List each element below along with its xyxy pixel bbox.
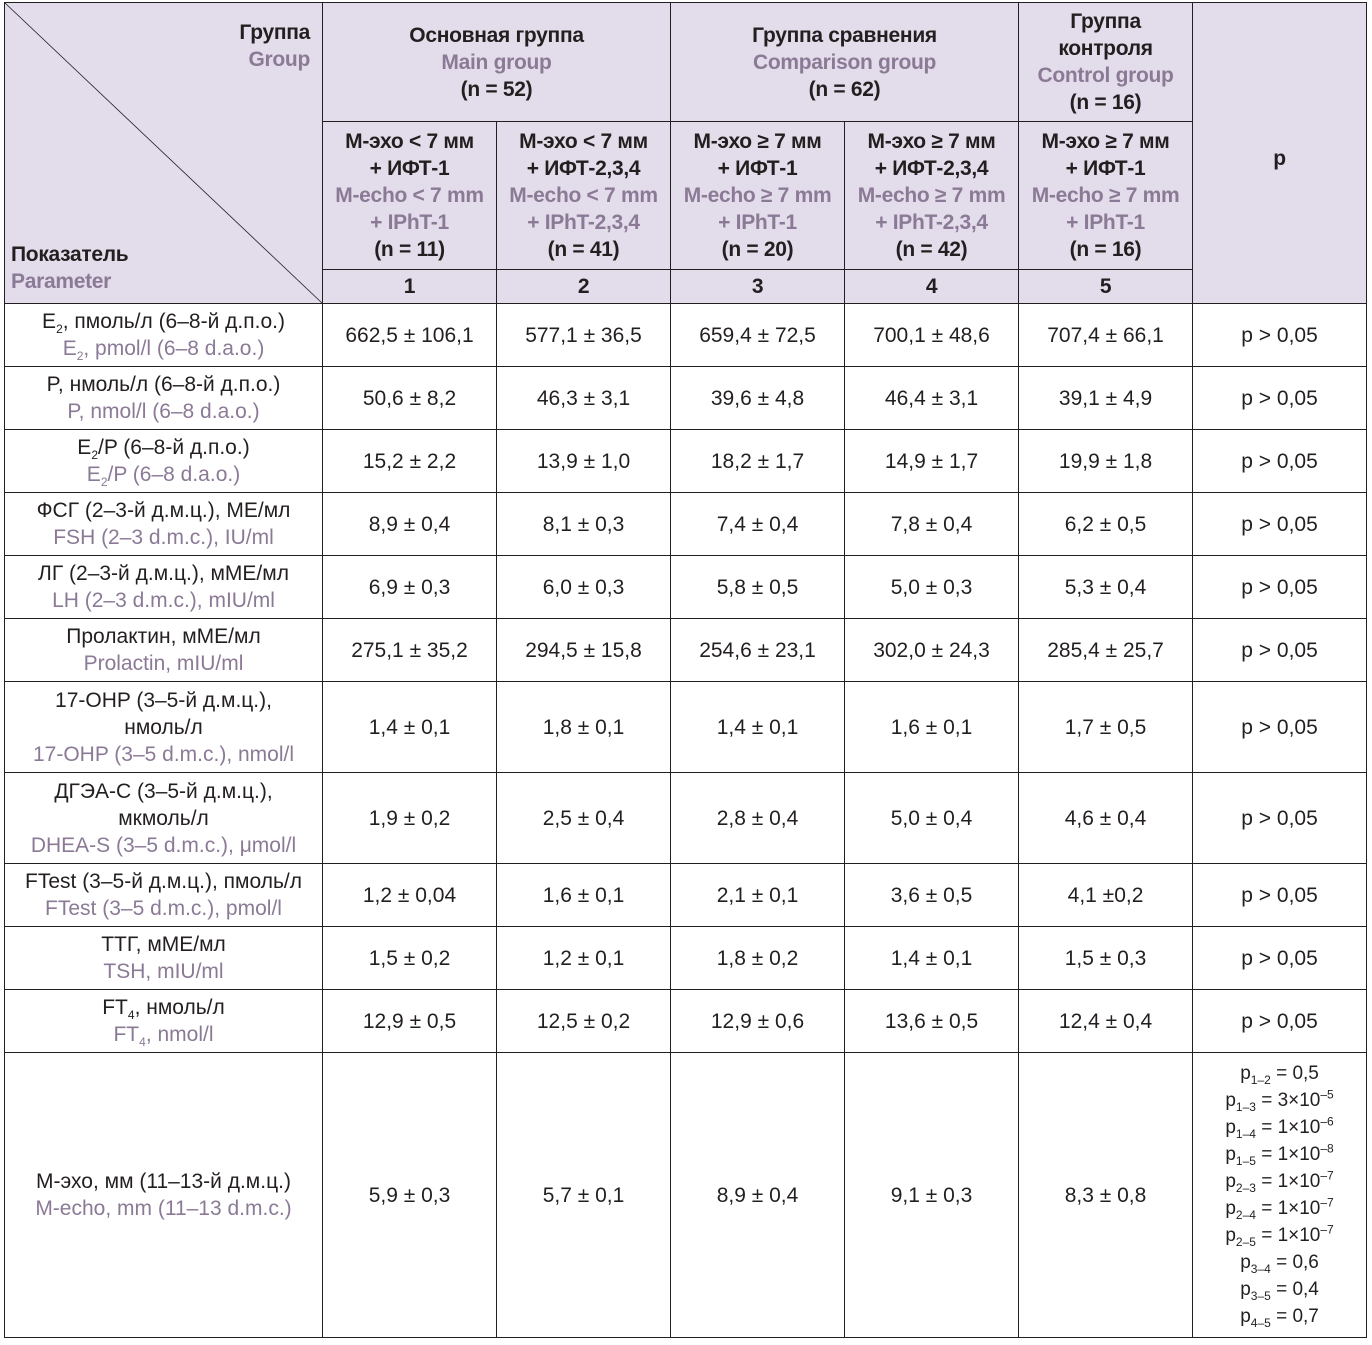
parameter-en-base: E xyxy=(62,337,77,360)
table-row xyxy=(5,430,1367,493)
subgroup-en2: + IPhT-2,3,4 xyxy=(527,211,640,234)
value-cell-2: 577,1 ± 36,5 xyxy=(497,304,671,367)
comparison-group-header xyxy=(671,3,1019,122)
p-cell: p > 0,05 xyxy=(1193,367,1367,430)
p-item-sub: 2–4 xyxy=(1235,1207,1256,1222)
value-cell-2: 46,3 ± 3,1 xyxy=(497,367,671,430)
column-number-3: 3 xyxy=(671,270,845,304)
value-cell-3: 1,4 ± 0,1 xyxy=(671,682,845,773)
value-cell-4: 5,0 ± 0,4 xyxy=(845,773,1019,864)
parameter-en-rest: , nmol/l xyxy=(145,1023,214,1046)
parameter-ru-sub: 2 xyxy=(91,448,98,463)
subgroup-ru1: М-эхо ≥ 7 мм xyxy=(1041,130,1170,153)
control-group-ru2: контроля xyxy=(1058,37,1153,60)
value-cell-3: 1,8 ± 0,2 xyxy=(671,927,845,990)
value-cell-4: 3,6 ± 0,5 xyxy=(845,864,1019,927)
table-row xyxy=(5,493,1367,556)
value-cell-1: 1,9 ± 0,2 xyxy=(323,773,497,864)
value-cell-4: 7,8 ± 0,4 xyxy=(845,493,1019,556)
parameter-ru: ДГЭА-С (3–5-й д.м.ц.), xyxy=(54,779,273,803)
parameter-cell xyxy=(5,556,323,619)
p-item-sub: 4–5 xyxy=(1250,1315,1271,1330)
parameter-en: TSH, mIU/ml xyxy=(103,960,224,983)
value-cell-4: 5,0 ± 0,3 xyxy=(845,556,1019,619)
value-cell-3: 8,9 ± 0,4 xyxy=(671,1053,845,1338)
subgroup-header-1 xyxy=(323,122,497,270)
parameter-ru: ТТГ, мМЕ/мл xyxy=(101,933,226,956)
control-group-ru1: Группа xyxy=(1070,10,1141,33)
value-cell-2: 5,7 ± 0,1 xyxy=(497,1053,671,1338)
p-cell: p > 0,05 xyxy=(1193,556,1367,619)
p-item-val: = 0,5 xyxy=(1270,1063,1319,1084)
parameter-en: Prolactin, mIU/ml xyxy=(83,652,244,675)
value-cell-4: 14,9 ± 1,7 xyxy=(845,430,1019,493)
value-cell-1: 5,9 ± 0,3 xyxy=(323,1053,497,1338)
value-cell-1: 1,4 ± 0,1 xyxy=(323,682,497,773)
value-cell-4: 46,4 ± 3,1 xyxy=(845,367,1019,430)
main-group-n: (n = 52) xyxy=(460,77,533,101)
p-item: $p_{4-5} = 0,7$ xyxy=(1240,1306,1319,1330)
subgroup-ru1: М-эхо ≥ 7 мм xyxy=(693,130,822,153)
value-cell-2: 8,1 ± 0,3 xyxy=(497,493,671,556)
subgroup-ru1: М-эхо < 7 мм xyxy=(519,130,648,153)
parameter-en-rest: , pmol/l (6–8 d.a.o.) xyxy=(83,337,265,360)
parameter-ru: М-эхо, мм (11–13-й д.м.ц.) xyxy=(36,1170,291,1193)
parameter-en: LH (2–3 d.m.c.), mIU/ml xyxy=(52,589,275,612)
table-row xyxy=(5,619,1367,682)
parameter-cell xyxy=(5,493,323,556)
value-cell-4: 13,6 ± 0,5 xyxy=(845,990,1019,1053)
p-cell xyxy=(1193,1053,1367,1338)
corner-param-en: Parameter xyxy=(11,270,112,293)
p-item-sub: 3–4 xyxy=(1250,1261,1271,1276)
parameter-cell xyxy=(5,773,323,864)
p-cell: p > 0,05 xyxy=(1193,990,1367,1053)
p-cell: p > 0,05 xyxy=(1193,430,1367,493)
p-item-val: = 3×10 xyxy=(1255,1090,1321,1111)
value-cell-1: 8,9 ± 0,4 xyxy=(323,493,497,556)
parameter-ru-rest: , пмоль/л (6–8-й д.п.о.) xyxy=(62,310,285,333)
p-item-val: = 0,7 xyxy=(1270,1306,1319,1327)
p-item: $p_{3-4} = 0,6$ xyxy=(1240,1252,1319,1276)
parameter-cell xyxy=(5,682,323,773)
hormone-table xyxy=(4,2,1367,1338)
value-cell-1: 15,2 ± 2,2 xyxy=(323,430,497,493)
p-item: $p_{1-2} = 0,5$ xyxy=(1240,1063,1319,1087)
main-group-en: Main group xyxy=(441,50,552,74)
corner-param-ru: Показатель xyxy=(11,243,129,266)
value-cell-3: 7,4 ± 0,4 xyxy=(671,493,845,556)
value-cell-5: 1,5 ± 0,3 xyxy=(1019,927,1193,990)
value-cell-5: 285,4 ± 25,7 xyxy=(1019,619,1193,682)
subgroup-en2: + IPhT-1 xyxy=(1066,211,1145,234)
control-group-en: Control group xyxy=(1037,64,1174,87)
parameter-ru-sub: 2 xyxy=(56,322,63,337)
value-cell-1: 50,6 ± 8,2 xyxy=(323,367,497,430)
value-cell-1: 12,9 ± 0,5 xyxy=(323,990,497,1053)
subgroup-n: (n = 41) xyxy=(547,238,620,261)
column-number-2: 2 xyxy=(497,270,671,304)
parameter-ru: ФСГ (2–3-й д.м.ц.), МЕ/мл xyxy=(36,499,291,522)
p-item-sub: 3–5 xyxy=(1250,1288,1271,1303)
comparison-group-n: (n = 62) xyxy=(808,77,881,101)
p-cell: p > 0,05 xyxy=(1193,864,1367,927)
subgroup-n: (n = 42) xyxy=(895,238,968,261)
table-header xyxy=(5,3,1367,304)
p-item-exp: –8 xyxy=(1320,1141,1334,1156)
p-item: $p_{3-5} = 0,4$ xyxy=(1240,1279,1319,1303)
parameter-en: P, nmol/l (6–8 d.a.o.) xyxy=(67,400,260,423)
subgroup-en1: M-echo ≥ 7 mm xyxy=(857,184,1006,207)
subgroup-en1: M-echo ≥ 7 mm xyxy=(683,184,832,207)
value-cell-2: 1,8 ± 0,1 xyxy=(497,682,671,773)
parameter-en xyxy=(9,1021,318,1048)
p-item-val: = 1×10 xyxy=(1255,1117,1321,1138)
value-cell-3: 5,8 ± 0,5 xyxy=(671,556,845,619)
comparison-group-ru: Группа сравнения xyxy=(752,23,937,47)
table-row xyxy=(5,927,1367,990)
p-cell: p > 0,05 xyxy=(1193,927,1367,990)
table-body xyxy=(5,304,1367,1338)
p-item: $p_{1-4} = 1\times 10^{-6}$ xyxy=(1225,1114,1334,1141)
table-row xyxy=(5,990,1367,1053)
parameter-cell xyxy=(5,990,323,1053)
parameter-ru: мкмоль/л xyxy=(118,806,209,830)
table-row xyxy=(5,367,1367,430)
parameter-ru: Пролактин, мМЕ/мл xyxy=(66,625,261,648)
subgroup-ru2: + ИФТ-1 xyxy=(1065,157,1146,180)
parameter-cell xyxy=(5,304,323,367)
parameter-cell xyxy=(5,367,323,430)
p-header-label: p xyxy=(1273,147,1286,170)
value-cell-1: 1,2 ± 0,04 xyxy=(323,864,497,927)
value-cell-2: 1,2 ± 0,1 xyxy=(497,927,671,990)
value-cell-5: 8,3 ± 0,8 xyxy=(1019,1053,1193,1338)
subgroup-en2: + IPhT-1 xyxy=(370,211,449,234)
p-item: $p_{2-4} = 1\times 10^{-7}$ xyxy=(1225,1195,1334,1222)
parameter-ru: P, нмоль/л (6–8-й д.п.о.) xyxy=(46,373,281,396)
parameter-cell xyxy=(5,430,323,493)
subgroup-ru2: + ИФТ-1 xyxy=(369,157,450,180)
parameter-cell xyxy=(5,619,323,682)
parameter-en: FSH (2–3 d.m.c.), IU/ml xyxy=(53,526,274,549)
control-group-n: (n = 16) xyxy=(1069,91,1142,114)
value-cell-3: 18,2 ± 1,7 xyxy=(671,430,845,493)
p-cell: p > 0,05 xyxy=(1193,773,1367,864)
p-item-exp: –7 xyxy=(1320,1168,1334,1183)
p-item-val: = 0,6 xyxy=(1270,1252,1319,1273)
subgroup-header-5 xyxy=(1019,122,1193,270)
parameter-ru: 17-OHP (3–5-й д.м.ц.), xyxy=(55,688,272,712)
value-cell-5: 1,7 ± 0,5 xyxy=(1019,682,1193,773)
column-number-1: 1 xyxy=(323,270,497,304)
parameter-en-sub: 4 xyxy=(139,1035,146,1050)
p-item-sub: 1–5 xyxy=(1235,1153,1256,1168)
parameter-ru: FTest (3–5-й д.м.ц.), пмоль/л xyxy=(25,870,302,893)
value-cell-3: 2,8 ± 0,4 xyxy=(671,773,845,864)
subgroup-ru1: М-эхо ≥ 7 мм xyxy=(867,130,996,153)
corner-group-en: Group xyxy=(248,48,310,71)
subgroup-en2: + IPhT-1 xyxy=(718,211,797,234)
p-item: $p_{1-5} = 1\times 10^{-8}$ xyxy=(1225,1141,1334,1168)
parameter-en-base: E xyxy=(86,463,101,486)
p-item-val: = 1×10 xyxy=(1255,1198,1321,1219)
value-cell-5: 4,6 ± 0,4 xyxy=(1019,773,1193,864)
subgroup-n: (n = 16) xyxy=(1069,238,1142,261)
subgroup-ru2: + ИФТ-1 xyxy=(717,157,798,180)
p-item-exp: –7 xyxy=(1320,1195,1334,1210)
parameter-ru-sub: 4 xyxy=(127,1008,135,1023)
value-cell-4: 302,0 ± 24,3 xyxy=(845,619,1019,682)
value-cell-5: 39,1 ± 4,9 xyxy=(1019,367,1193,430)
value-cell-4: 700,1 ± 48,6 xyxy=(845,304,1019,367)
table-row xyxy=(5,556,1367,619)
parameter-ru xyxy=(9,994,318,1021)
p-item: $p_{2-5} = 1\times 10^{-7}$ xyxy=(1225,1222,1334,1249)
main-group-ru: Основная группа xyxy=(409,23,584,47)
parameter-en xyxy=(9,335,318,362)
p-cell: p > 0,05 xyxy=(1193,493,1367,556)
p-item-exp: –7 xyxy=(1320,1222,1334,1237)
value-cell-4: 9,1 ± 0,3 xyxy=(845,1053,1019,1338)
value-cell-5: 4,1 ±0,2 xyxy=(1019,864,1193,927)
parameter-en xyxy=(9,461,318,488)
table-row xyxy=(5,1053,1367,1338)
value-cell-5: 707,4 ± 66,1 xyxy=(1019,304,1193,367)
parameter-ru: нмоль/л xyxy=(124,715,203,739)
parameter-cell xyxy=(5,1053,323,1338)
table-row xyxy=(5,864,1367,927)
p-item-sub: 2–5 xyxy=(1235,1234,1256,1249)
value-cell-1: 275,1 ± 35,2 xyxy=(323,619,497,682)
parameter-ru-base: E xyxy=(42,310,57,333)
p-item-exp: –5 xyxy=(1320,1087,1334,1102)
subgroup-en1: M-echo ≥ 7 mm xyxy=(1031,184,1180,207)
comparison-group-en: Comparison group xyxy=(753,50,937,74)
value-cell-1: 662,5 ± 106,1 xyxy=(323,304,497,367)
parameter-ru xyxy=(9,308,318,335)
p-item: $p_{1-3} = 3\times 10^{-5}$ xyxy=(1225,1087,1334,1114)
value-cell-2: 6,0 ± 0,3 xyxy=(497,556,671,619)
parameter-ru-base: FT xyxy=(102,996,128,1019)
subgroup-en2: + IPhT-2,3,4 xyxy=(875,211,988,234)
column-number-4: 4 xyxy=(845,270,1019,304)
control-group-header xyxy=(1019,3,1193,122)
p-cell: p > 0,05 xyxy=(1193,304,1367,367)
subgroup-en1: M-echo < 7 mm xyxy=(509,184,658,207)
table-row xyxy=(5,304,1367,367)
value-cell-3: 12,9 ± 0,6 xyxy=(671,990,845,1053)
value-cell-2: 1,6 ± 0,1 xyxy=(497,864,671,927)
value-cell-2: 12,5 ± 0,2 xyxy=(497,990,671,1053)
subgroup-header-2 xyxy=(497,122,671,270)
value-cell-5: 12,4 ± 0,4 xyxy=(1019,990,1193,1053)
subgroup-en1: M-echo < 7 mm xyxy=(335,184,484,207)
value-cell-3: 2,1 ± 0,1 xyxy=(671,864,845,927)
p-cell: p > 0,05 xyxy=(1193,619,1367,682)
p-item-exp: –6 xyxy=(1320,1114,1334,1129)
parameter-en: FTest (3–5 d.m.c.), pmol/l xyxy=(45,897,282,920)
parameter-ru xyxy=(9,434,318,461)
table-row xyxy=(5,682,1367,773)
subgroup-ru1: М-эхо < 7 мм xyxy=(345,130,474,153)
p-item-sub: 1–3 xyxy=(1235,1099,1256,1114)
subgroup-header-3 xyxy=(671,122,845,270)
p-item-sub: 1–2 xyxy=(1250,1072,1271,1087)
p-item-val: = 1×10 xyxy=(1255,1144,1321,1165)
parameter-en-sub: 2 xyxy=(76,349,84,364)
parameter-ru-base: E xyxy=(77,436,92,459)
value-cell-4: 1,4 ± 0,1 xyxy=(845,927,1019,990)
value-cell-1: 6,9 ± 0,3 xyxy=(323,556,497,619)
parameter-cell xyxy=(5,864,323,927)
corner-cell xyxy=(5,3,323,304)
parameter-en: 17-OHP (3–5 d.m.c.), nmol/l xyxy=(32,742,295,766)
parameter-en: DHEA-S (3–5 d.m.c.), μmol/l xyxy=(30,833,297,857)
value-cell-5: 5,3 ± 0,4 xyxy=(1019,556,1193,619)
p-item: $p_{2-3} = 1\times 10^{-7}$ xyxy=(1225,1168,1334,1195)
value-cell-3: 39,6 ± 4,8 xyxy=(671,367,845,430)
value-cell-5: 6,2 ± 0,5 xyxy=(1019,493,1193,556)
value-cell-1: 1,5 ± 0,2 xyxy=(323,927,497,990)
parameter-en-base: FT xyxy=(113,1023,140,1046)
parameter-en-sub: 2 xyxy=(100,475,108,490)
p-item-sub: 1–4 xyxy=(1235,1126,1256,1141)
p-cell: p > 0,05 xyxy=(1193,682,1367,773)
value-cell-2: 2,5 ± 0,4 xyxy=(497,773,671,864)
parameter-ru: ЛГ (2–3-й д.м.ц.), мМЕ/мл xyxy=(38,562,289,585)
value-cell-4: 1,6 ± 0,1 xyxy=(845,682,1019,773)
subgroup-ru2: + ИФТ-2,3,4 xyxy=(526,157,641,180)
corner-group-ru: Группа xyxy=(239,21,310,44)
value-cell-2: 294,5 ± 15,8 xyxy=(497,619,671,682)
value-cell-5: 19,9 ± 1,8 xyxy=(1019,430,1193,493)
table-row xyxy=(5,773,1367,864)
p-item-sub: 2–3 xyxy=(1235,1180,1256,1195)
p-header xyxy=(1193,3,1367,304)
subgroup-header-4 xyxy=(845,122,1019,270)
column-number-5: 5 xyxy=(1019,270,1193,304)
parameter-cell xyxy=(5,927,323,990)
subgroup-ru2: + ИФТ-2,3,4 xyxy=(874,157,989,180)
value-cell-2: 13,9 ± 1,0 xyxy=(497,430,671,493)
parameter-en-rest: /P (6–8 d.a.o.) xyxy=(107,463,241,486)
value-cell-3: 659,4 ± 72,5 xyxy=(671,304,845,367)
parameter-en: M-echo, mm (11–13 d.m.c.) xyxy=(35,1197,292,1220)
value-cell-3: 254,6 ± 23,1 xyxy=(671,619,845,682)
parameter-ru-rest: /P (6–8-й д.п.о.) xyxy=(98,436,250,459)
p-item-val: = 1×10 xyxy=(1255,1171,1321,1192)
subgroup-n: (n = 11) xyxy=(374,238,445,261)
p-item-val: = 0,4 xyxy=(1270,1279,1319,1300)
main-group-header xyxy=(323,3,671,122)
subgroup-n: (n = 20) xyxy=(721,238,794,261)
p-item-val: = 1×10 xyxy=(1255,1225,1321,1246)
parameter-ru-rest: , нмоль/л xyxy=(134,996,225,1019)
